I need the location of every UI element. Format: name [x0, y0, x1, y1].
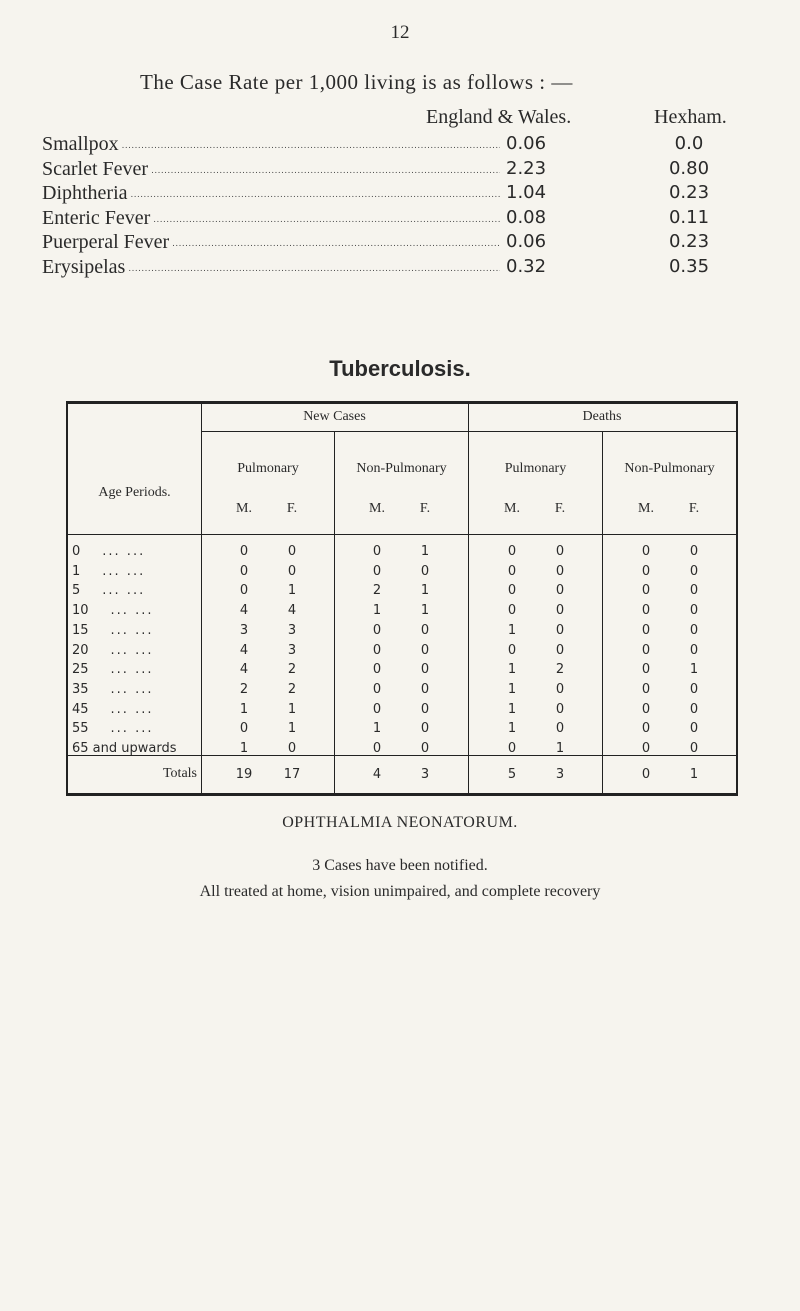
leader-dots: ... ... [110, 721, 154, 737]
disease-name: Puerperal Fever ..... [42, 230, 597, 256]
table-cell: 1 [287, 701, 297, 717]
england-wales-rate: 0.06 [500, 230, 596, 255]
age-period [72, 623, 153, 638]
age-period [72, 662, 153, 677]
table-cell: 0 [372, 563, 382, 579]
hexham-heading: Hexham. [654, 106, 727, 128]
table-border-bottom [66, 793, 738, 796]
table-cell: 0 [555, 642, 565, 658]
table-cell: 0 [287, 563, 297, 579]
table-cell: 0 [507, 563, 517, 579]
tuberculosis-title: Tuberculosis. [329, 356, 471, 381]
table-cell: 0 [507, 642, 517, 658]
table-cell: 0 [420, 662, 430, 678]
table-cell: 0 [287, 544, 297, 559]
table-cell: 0 [641, 642, 651, 658]
case-rate-row [42, 181, 772, 206]
age-period-label: 55 [72, 721, 89, 737]
table-cell: 2 [555, 662, 565, 678]
age-period [72, 682, 153, 697]
england-wales-rate: 2.23 [500, 157, 596, 182]
table-cell: 2 [287, 681, 297, 697]
table-cell: 0 [555, 681, 565, 697]
table-cell: 1 [420, 544, 430, 559]
england-wales-rate: 1.04 [500, 181, 596, 206]
table-cell: 0 [239, 583, 249, 599]
disease-name: Scarlet Fever ..... [42, 157, 597, 183]
disease-name: Smallpox ..... [42, 132, 597, 158]
ophthalmia-outcome-text: All treated at home, vision unimpaired, and complete recovery [199, 883, 601, 900]
table-cell: 0 [689, 603, 699, 619]
age-period-label: 65 and upwards [72, 741, 177, 756]
table-cell: 1 [420, 583, 430, 599]
age-period [72, 583, 145, 598]
deaths-pul-f-heading: F. [554, 501, 566, 516]
table-cell: 2 [287, 662, 297, 678]
case-rate-row [42, 206, 772, 231]
table-cell: 0 [372, 741, 382, 756]
table-cell: 4 [239, 662, 249, 678]
age-period [72, 544, 145, 559]
table-cell: 0 [555, 701, 565, 717]
table-cell: 0 [372, 622, 382, 638]
table-cell: 0 [420, 622, 430, 638]
table-cell: 1 [239, 701, 249, 717]
table-cell: 0 [641, 701, 651, 717]
age-period [72, 741, 177, 756]
age-period-label: 25 [72, 662, 89, 678]
table-cell: 1 [507, 681, 517, 697]
hexham-rate: 0.0 [674, 133, 704, 154]
table-cell: 0 [689, 741, 699, 756]
table-cell: 0 [641, 622, 651, 638]
table-cell: 0 [641, 603, 651, 619]
table-border-right [736, 401, 738, 796]
table-cell: 0 [372, 544, 382, 559]
table-cell: 0 [507, 603, 517, 619]
table-cell: 0 [689, 563, 699, 579]
table-cell: 0 [420, 741, 430, 756]
age-period-label: 35 [72, 681, 89, 697]
table-cell: 0 [555, 622, 565, 638]
table-cell: 4 [239, 603, 249, 619]
vrule-new-nonpul [334, 431, 335, 796]
table-cell: 1 [420, 603, 430, 619]
totals-cell: 3 [555, 767, 565, 782]
hexham-rate: 0.80 [668, 157, 710, 179]
age-period [72, 721, 153, 736]
hexham-rate: 0.23 [668, 231, 710, 253]
totals-cell: 17 [283, 767, 301, 782]
table-cell: 0 [641, 741, 651, 756]
table-cell: 0 [689, 583, 699, 599]
table-cell: 0 [689, 721, 699, 737]
table-cell: 2 [239, 681, 249, 697]
deaths-nonpul-m-heading: M. [638, 501, 654, 516]
new-pul-f-heading: F. [286, 501, 298, 516]
case-rate-row [42, 230, 772, 255]
case-rate-row [42, 157, 772, 182]
disease-name: Diphtheria ..... [42, 181, 597, 207]
age-period [72, 702, 153, 717]
table-cell: 0 [689, 544, 699, 559]
age-periods-heading: Age Periods. [98, 485, 171, 500]
new-cases-heading: New Cases [303, 409, 366, 424]
leader-dots: ... ... [110, 681, 154, 697]
totals-label: Totals [162, 766, 197, 781]
totals-cell: 5 [507, 767, 517, 782]
table-cell: 0 [372, 642, 382, 658]
header-rule-bottom [66, 534, 738, 535]
table-cell: 0 [689, 701, 699, 717]
case-rate-table [42, 106, 772, 280]
age-period [72, 603, 153, 618]
table-cell: 0 [420, 721, 430, 737]
table-cell: 3 [287, 642, 297, 658]
leader-dots: ... ... [110, 662, 154, 678]
vrule-deaths-nonpul [602, 431, 603, 796]
age-period-label: 45 [72, 701, 89, 717]
table-cell: 0 [555, 603, 565, 619]
page-number: 12 [390, 22, 410, 43]
new-nonpul-f-heading: F. [419, 501, 431, 516]
table-cell: 0 [287, 741, 297, 756]
table-cell: 0 [689, 622, 699, 638]
case-rate-rows [42, 132, 772, 280]
totals-cell: 1 [689, 767, 699, 782]
leader-dots: ... ... [110, 701, 154, 717]
deaths-nonpul-f-heading: F. [688, 501, 700, 516]
table-cell: 0 [507, 583, 517, 599]
table-cell: 0 [507, 544, 517, 559]
table-cell: 4 [287, 603, 297, 619]
leader-dots: ... ... [102, 563, 146, 579]
deaths-non-pulmonary-heading: Non-Pulmonary [624, 461, 715, 476]
ophthalmia-title: OPHTHALMIA NEONATORUM. [282, 814, 518, 831]
deaths-pul-m-heading: M. [504, 501, 520, 516]
table-cell: 2 [372, 583, 382, 599]
table-cell: 1 [372, 721, 382, 737]
table-cell: 0 [507, 741, 517, 756]
table-cell: 1 [372, 603, 382, 619]
age-period [72, 564, 145, 579]
table-cell: 1 [287, 721, 297, 737]
age-period-label: 1 [72, 563, 81, 579]
table-cell: 0 [555, 721, 565, 737]
leader-dots: ... ... [102, 544, 146, 559]
tuberculosis-table [66, 401, 738, 795]
england-wales-rate: 0.32 [500, 255, 596, 280]
table-cell: 4 [239, 642, 249, 658]
new-pul-m-heading: M. [236, 501, 252, 516]
disease-name: Enteric Fever ..... [42, 206, 597, 232]
new-nonpul-m-heading: M. [369, 501, 385, 516]
totals-cell: 4 [372, 767, 382, 782]
table-cell: 0 [239, 721, 249, 737]
table-cell: 0 [239, 544, 249, 559]
table-cell: 1 [555, 741, 565, 756]
leader-dots: ... ... [110, 642, 154, 658]
table-cell: 0 [555, 544, 565, 559]
table-cell: 1 [507, 701, 517, 717]
table-cell: 0 [641, 721, 651, 737]
totals-cell: 0 [641, 767, 651, 782]
ophthalmia-cases-text: 3 Cases have been notified. [312, 857, 488, 874]
age-period-label: 10 [72, 603, 89, 619]
table-cell: 3 [287, 622, 297, 638]
table-cell: 1 [507, 721, 517, 737]
table-cell: 0 [372, 701, 382, 717]
table-cell: 3 [239, 622, 249, 638]
table-cell: 0 [420, 701, 430, 717]
new-pulmonary-heading: Pulmonary [237, 461, 299, 476]
leader-dots: ... ... [110, 622, 154, 638]
disease-name: Erysipelas ..... [42, 255, 597, 281]
table-cell: 0 [641, 681, 651, 697]
table-cell: 0 [641, 662, 651, 678]
case-rate-row [42, 132, 772, 157]
table-cell: 1 [689, 662, 699, 678]
table-cell: 0 [689, 642, 699, 658]
table-border-top [66, 401, 738, 404]
hexham-rate: 0.35 [668, 255, 710, 277]
totals-cell: 19 [235, 767, 253, 782]
table-cell: 1 [507, 662, 517, 678]
table-cell: 0 [641, 583, 651, 599]
table-border-left [66, 401, 68, 796]
age-period-label: 20 [72, 642, 89, 658]
table-cell: 0 [641, 544, 651, 559]
table-cell: 0 [420, 681, 430, 697]
hexham-rate: 0.11 [668, 206, 710, 228]
deaths-heading: Deaths [582, 409, 622, 424]
age-period [72, 643, 153, 658]
england-wales-rate: 0.06 [500, 132, 596, 157]
new-non-pulmonary-heading: Non-Pulmonary [356, 461, 447, 476]
deaths-pulmonary-heading: Pulmonary [504, 461, 567, 476]
table-cell: 0 [372, 662, 382, 678]
england-wales-heading: England & Wales. [426, 106, 572, 128]
table-cell: 0 [689, 681, 699, 697]
hexham-rate: 0.23 [668, 182, 710, 204]
table-cell: 0 [420, 563, 430, 579]
table-cell: 0 [555, 583, 565, 599]
table-cell: 1 [287, 583, 297, 599]
age-period-label: 0 [72, 544, 81, 559]
table-cell: 1 [239, 741, 249, 756]
table-cell: 0 [239, 563, 249, 579]
case-rate-intro: The Case Rate per 1,000 living is as follows : — [140, 70, 573, 94]
england-wales-rate: 0.08 [500, 206, 596, 231]
table-cell: 0 [641, 563, 651, 579]
age-period-label: 5 [72, 583, 81, 599]
case-rate-row [42, 255, 772, 280]
table-cell: 1 [507, 622, 517, 638]
table-cell: 0 [555, 563, 565, 579]
table-cell: 0 [420, 642, 430, 658]
age-period-label: 15 [72, 622, 89, 638]
totals-cell: 3 [420, 767, 430, 782]
leader-dots: ... ... [102, 583, 146, 599]
case-rate-header [42, 106, 772, 132]
leader-dots: ... ... [110, 603, 154, 619]
table-cell: 0 [372, 681, 382, 697]
